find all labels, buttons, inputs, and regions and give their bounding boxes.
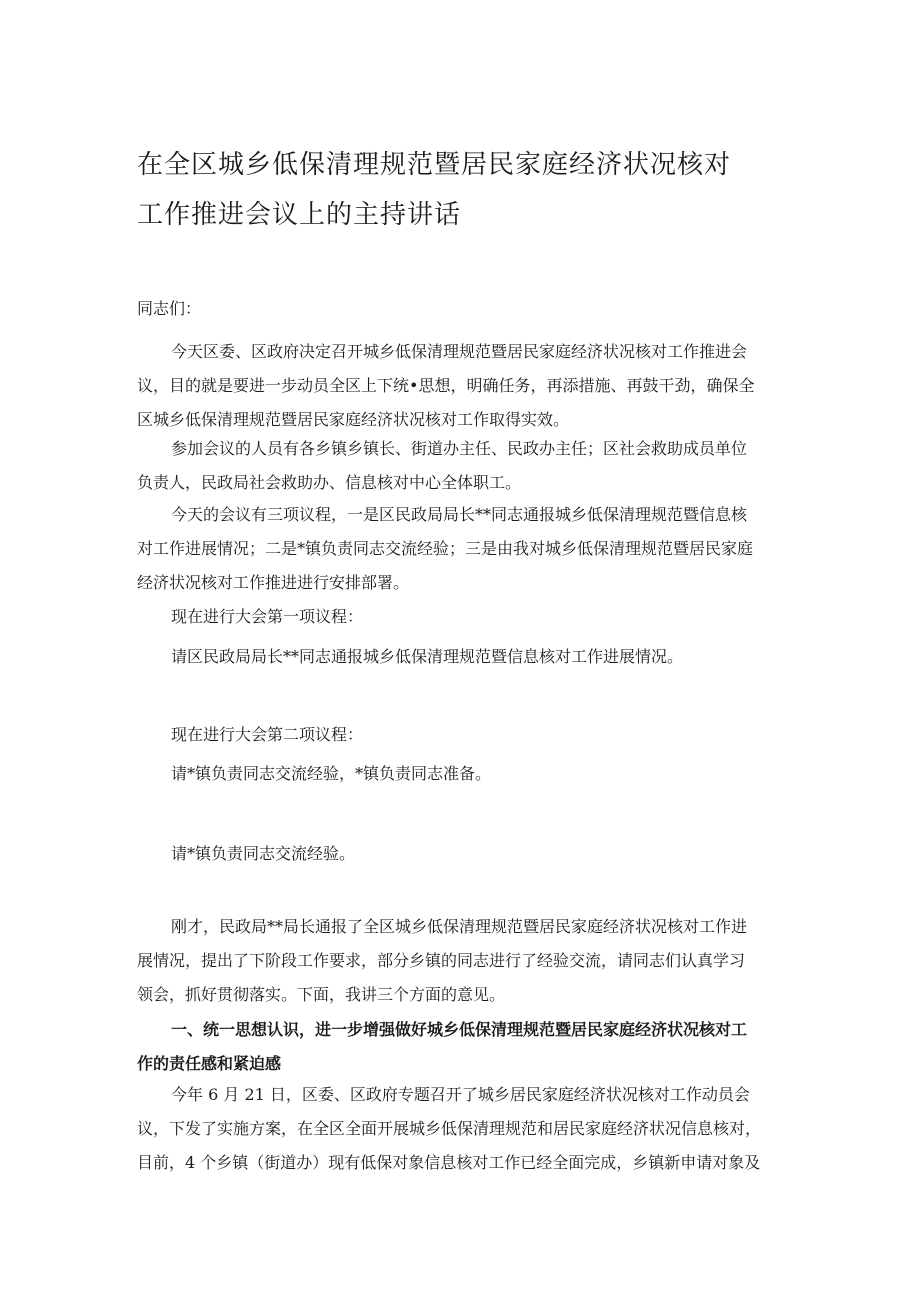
agenda-2-intro: 现在进行大会第二项议程： [171,725,364,744]
agenda-1-body: 请区民政局局长**同志通报城乡低保清理规范暨信息核对工作进展情况。 [171,647,684,666]
text-line: 领会，抓好贯彻落实。下面，我讲三个方面的意见。 [137,985,506,1004]
agenda-2-body: 请*镇负责同志交流经验，*镇负责同志准备。 [171,764,492,783]
text-line: 今天的会议有三项议程，一是区民政局局长**同志通报城乡低保清理规范暨信息核 [171,505,748,524]
paragraph-opening [137,335,789,437]
title-line-1: 在全区城乡低保清理规范暨居民家庭经济状况核对 [137,150,732,180]
text-line: 今年 6 月 21 日，区委、区政府专题召开了城乡居民家庭经济状况核对工作动员会 [171,1085,750,1104]
heading-line: 作的责任感和紧迫感 [137,1054,282,1073]
paragraph-section-1 [137,1078,789,1180]
text-line: 议，目的就是要进一步动员全区上下统•思想，明确任务，再添措施、再鼓干劲，确保全 [137,376,755,395]
text-line: 区城乡低保清理规范暨居民家庭经济状况核对工作取得实效。 [137,410,570,429]
text-line: 展情况，提出了下阶段工作要求，部分乡镇的同志进行了经验交流，请同志们认真学习 [137,951,746,970]
document-title [137,140,797,240]
text-line: 经济状况核对工作推进进行安排部署。 [137,573,410,592]
text-line: 刚才，民政局**局长通报了全区城乡低保清理规范暨居民家庭经济状况核对工作进 [171,917,748,936]
text-line: 负责人，民政局社会救助办、信息核对中心全体职工。 [137,473,522,492]
paragraph-attendees [137,432,789,500]
section-1-heading [137,1013,789,1081]
heading-line: 一、统一思想认识，进一步增强做好城乡低保清理规范暨居民家庭经济状况核对工 [171,1020,748,1039]
agenda-1-intro: 现在进行大会第一项议程： [171,607,364,626]
paragraph-agenda-overview [137,498,789,600]
title-line-2: 工作推进会议上的主持讲话 [137,200,462,230]
text-line: 对工作进展情况；二是*镇负责同志交流经验；三是由我对城乡低保清理规范暨居民家庭 [137,539,754,558]
salutation: 同志们： [137,299,202,318]
text-line: 目前，4 个乡镇（街道办）现有低保对象信息核对工作已经全面完成，乡镇新申请对象及 [137,1153,761,1172]
agenda-2-next: 请*镇负责同志交流经验。 [171,844,356,863]
text-line: 参加会议的人员有各乡镇乡镇长、街道办主任、民政办主任；区社会救助成员单位 [171,439,748,458]
text-line: 今天区委、区政府决定召开城乡低保清理规范暨居民家庭经济状况核对工作推进会 [171,342,748,361]
paragraph-summary [137,910,789,1012]
text-line: 议，下发了实施方案，在全区全面开展城乡低保清理规范和居民家庭经济状况信息核对， [137,1119,762,1138]
